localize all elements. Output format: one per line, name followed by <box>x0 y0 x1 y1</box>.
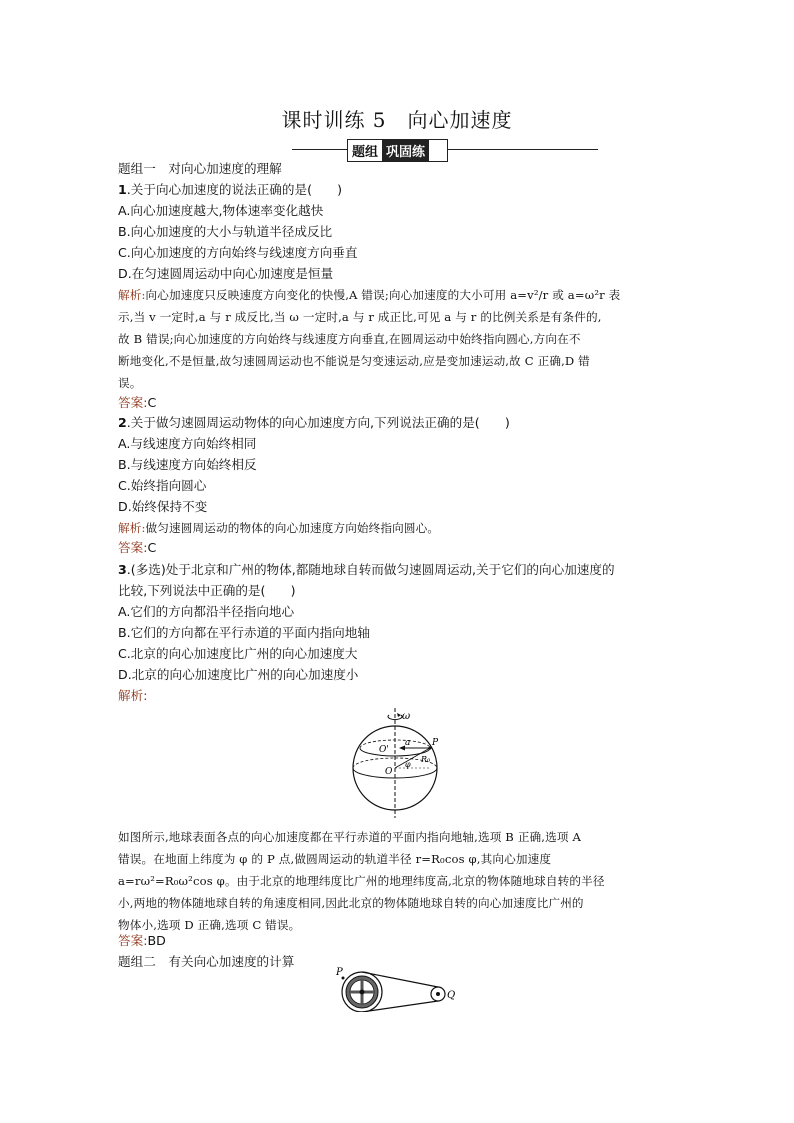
r0-label: R₀ <box>421 755 431 764</box>
question-3-text-1: .(多选)处于北京和广州的物体,都随地球自转而做匀速圆周运动,关于它们的向心加速度的 <box>126 562 615 577</box>
omega-label: ω <box>402 711 411 722</box>
q3-analysis-label-text: 解析: <box>118 688 148 703</box>
banner-left: 题组 <box>352 145 379 160</box>
q3-option-d: D.北京的向心加速度比广州的向心加速度小 <box>118 667 359 682</box>
q2-analysis-label: 解析: <box>118 521 146 535</box>
q3-option-a: A.它们的方向都沿半径指向地心 <box>118 604 295 619</box>
page-title: 课时训练 5 向心加速度 <box>281 108 513 132</box>
q1-option-b: B.向心加速度的大小与轨道半径成反比 <box>118 224 333 239</box>
q3-analysis-line-5: 物体小,选项 D 正确,选项 C 错误。 <box>118 918 301 932</box>
q3-answer-value: BD <box>147 933 166 948</box>
q1-analysis-line-1 <box>118 286 678 304</box>
q1-option-a: A.向心加速度越大,物体速率变化越快 <box>118 203 324 218</box>
q3-answer <box>118 932 678 950</box>
question-2-stem <box>118 414 678 432</box>
q1-answer-label: 答案: <box>118 395 148 410</box>
question-3-number: 3 <box>118 562 127 577</box>
q3-analysis-line-3: a=rω²=R₀ω²cos φ。由于北京的地理纬度比广州的地理纬度高,北京的物体随地球自转的半径 <box>118 874 605 888</box>
phi-label: φ <box>405 760 411 769</box>
q3-option-c: C.北京的向心加速度比广州的向心加速度大 <box>118 646 358 661</box>
q1-answer-value: C <box>147 395 157 410</box>
belt-pulley-figure <box>332 964 460 1012</box>
q1-analysis-text-1: 向心加速度只反映速度方向变化的快慢,A 错误;向心加速度的大小可用 a=v²/r 或 a=ω²r 表 <box>145 288 621 302</box>
q3-option-b: B.它们的方向都在平行赤道的平面内指向地轴 <box>118 625 370 640</box>
q1-analysis-line-5: 误。 <box>118 376 142 390</box>
q1-analysis-line-4: 断地变化,不是恒量,故匀速圆周运动也不能说是匀变速运动,应是变加速运动,故 C 正确,D 错 <box>118 354 590 368</box>
banner-right: 巩固练 <box>382 140 429 161</box>
title-rule-right <box>446 149 598 150</box>
q3-analysis-line-4: 小,两地的物体随地球自转的角速度相同,因此北京的物体随地球自转的向心加速度比广州的 <box>118 896 584 910</box>
wheel-q-label: Q <box>447 990 456 1001</box>
p-label: P <box>432 738 439 748</box>
question-3-stem-line-2: 比较,下列说法中正确的是( ) <box>118 583 296 598</box>
rotation-arrowhead <box>397 713 401 717</box>
q1-analysis-line-2: 示,当 v 一定时,a 与 r 成反比,当 ω 一定时,a 与 r 成正比,可见 a 与 r 的比例关系是有条件的, <box>118 310 602 324</box>
q2-answer-label: 答案: <box>118 540 148 555</box>
q1-option-c: C.向心加速度的方向始终与线速度方向垂直 <box>118 245 358 260</box>
o-label: O <box>385 767 393 777</box>
wheel-p-label: P <box>336 967 343 978</box>
q1-answer <box>118 394 678 412</box>
wheel-center <box>360 990 365 995</box>
q2-option-b: B.与线速度方向始终相反 <box>118 457 257 472</box>
q1-analysis-line-3: 故 B 错误;向心加速度的方向始终与线速度方向垂直,在圆周运动中始终指向圆心,方向在不 <box>118 332 581 346</box>
o-prime-label: O' <box>379 745 389 755</box>
title-rule-left <box>292 149 347 150</box>
question-1-number: 1 <box>118 182 127 197</box>
small-wheel-center <box>436 992 440 996</box>
question-1-stem <box>118 181 678 199</box>
question-1-text: .关于向心加速度的说法正确的是( ) <box>126 182 343 197</box>
q3-answer-label: 答案: <box>118 933 148 948</box>
q2-answer <box>118 539 678 557</box>
question-3-stem-line-1 <box>118 561 678 579</box>
section-banner <box>347 139 448 162</box>
q2-option-a: A.与线速度方向始终相同 <box>118 436 257 451</box>
question-2-number: 2 <box>118 415 127 430</box>
earth-rotation-figure <box>345 702 445 822</box>
group-heading-2: 题组二 有关向心加速度的计算 <box>118 954 295 969</box>
q2-option-d: D.始终保持不变 <box>118 499 208 514</box>
group-heading-1: 题组一 对向心加速度的理解 <box>118 161 282 176</box>
question-2-text: .关于做匀速圆周运动物体的向心加速度方向,下列说法正确的是( ) <box>126 415 510 430</box>
q2-option-c: C.始终指向圆心 <box>118 478 207 493</box>
q2-answer-value: C <box>147 540 157 555</box>
q2-analysis-text: 做匀速圆周运动的物体的向心加速度方向始终指向圆心。 <box>145 521 440 535</box>
q1-option-d: D.在匀速圆周运动中向心加速度是恒量 <box>118 266 334 281</box>
a-label: a <box>405 738 411 748</box>
q3-analysis-line-2: 错误。在地面上纬度为 φ 的 P 点,做圆周运动的轨道半径 r=R₀cos φ,其向心加速度 <box>118 852 552 866</box>
q3-analysis-line-1: 如图所示,地球表面各点的向心加速度都在平行赤道的平面内指向地轴,选项 B 正确,选项 A <box>118 830 581 844</box>
q2-analysis <box>118 519 678 537</box>
q1-analysis-label: 解析: <box>118 288 146 302</box>
